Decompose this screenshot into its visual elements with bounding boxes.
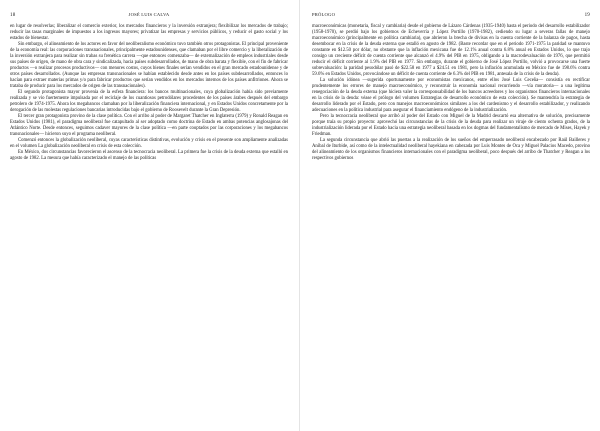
paragraph: Sin embargo, el alineamiento de los actores en favor del neoliberalismo económico tuvo también otros protagonistas. El principal proveniente de la economía real: las corporaciones transnacionales, principalmente estadounidenses, que clamaban por el libre comercio y la liberalización de la inversión extranjera para realizar sin trabas su frenética carrera —que entonces comenzaba— de externalización de empleos industriales desde sus países de origen, de mano de obra cara y sindicalizada, hacia países subdesarrollados, de mano de obra barata y flexible, con el fin de fabricar productos —o realizar procesos productivos— con menores costos, cuyos bienes finales serían vendidos en el gran mercado estadounidense y de otros países desarrollados. (Aunque las empresas transnacionales se habían establecido desde antes en los países subdesarrollados, entonces lo hacían para extraer materias primas y/o para fabricar productos que serían vendidos en los mercados internos de los países anfitriones. Ahora se trataba de producir para los mercados de origen de las transnacionales). xyxy=(10,42,288,90)
gutter-divider xyxy=(299,0,300,431)
paragraph: El segundo protagonista mayor provenía de la esfera financiera: los bancos multinacionales, cuya globalización había sido previamente realizada y se vio fuertemente impulsada por el reciclaje de los cuantiosos petrodólares procedentes de los países árabes después del embargo petrolero de 1974-1975. Ahora los megabancos clamaban por la liberalización financiera internacional, y en Estados Unidos concretamente por la derogación de las molestas regulaciones bancarias introducidas bajo el gobierno de Roosevelt durante la Gran Depresión. xyxy=(10,90,288,114)
left-running-head xyxy=(10,12,288,19)
right-body-text xyxy=(312,24,590,162)
right-page-number: 19 xyxy=(584,13,590,18)
paragraph: La segunda circunstancia que abrió las puertas a la realización de los sueños del emperrasado neoliberal encabezado por Raúl Bailleres y Aníbal de Iturbide, así como de la intelectualidad neoliberal hayekiana en cabezada por Luis Montes de Oca y Miguel Palacios Macedo, provino del alineamiento de los organismos financieros internacionales con el paradigma neoliberal, poco después del arribo de Thatcher y Reagan a los respectivos gobiernos xyxy=(312,138,590,162)
paragraph: macroeconómicas (monetaria, fiscal y cambiaria) desde el gobierno de Lázaro Cárdenas (1935-1940) hasta el periodo del desarrollo estabilizador (1958-1970), se perdió bajo los gobiernos de Echeverría y López Portillo (1970-1982), cediendo su lugar a severas fallas de manejo macroeconómico (principalmente en política cambiaria), que abrieron la brecha de divisas en la cuenta corriente de la balanza de pagos, hasta desembocar en la crisis de la deuda externa que estalló en agosto de 1982. (Baste recordar que en el periodo 1971-1975 la paridad se mantuvo constante en $12.50 por dólar, no obstante que la inflación mexicana fue de 12.1% anual contra 6.8% anual en Estados Unidos, lo que trajo consigo un creciente déficit de cuenta corriente que alcanzó el 4.9% del PIB en 1975, obligando a la macrodevaluación de 1976, que permitió reducir el déficit corriente al 1.9% del PIB en 1977. Sin embargo, durante el gobierno de José López Portillo, volvió a provocarse una fuerte sobrevaluación: la paridad pesodólar pasó de $22.58 en 1977 a $24.51 en 1981, pero la inflación acumulada en México fue de 198.6% contra 59.6% en Estados Unidos, provocándose un déficit de cuenta corriente de 6.3% del PIB en 1981, antesala de la crisis de la deuda). xyxy=(312,24,590,78)
paragraph: La solución idónea —sugerida oportunamente por economistas mexicanos, entre ellos José Luis Ceceña— consistía en rectificar prudentemente los errores de manejo macroeconómico, y reconstruir la economía nacional recurriendo —vía moratoria— a una legítima renegociación de la deuda externa (que hiciera valer la corresponsabilidad de los bancos acreedores y los organismos financieros internacionales en la crisis de la deuda: véase el prólogo del volumen Estrategias de desarrollo económico de esta colección). Se mantendría la estrategia de desarrollo liderado por el Estado, pero con manejos macroeconómicos similares a los del cardenismo y el desarrollo estabilizador, y realizando adecuaciones en la política industrial para asegurar el financiamiento endógeno de la industrialización. xyxy=(312,78,590,114)
left-page-number: 18 xyxy=(10,13,16,18)
paragraph: El tercer gran protagonista provino de la clase política. Con el arribo al poder de Margaret Thatcher en Inglaterra (1979) y Ronald Reagan en Estados Unidos (1981), el paradigma neoliberal fue catapultado al ser adoptado como doctrina de Estado en ambas potencias anglosajonas del Atlántico Norte. Desde entonces, seguimos cadaver mayores de la clase política —en parte cooptados por las corporaciones y los megabancos transnacionales— hicieron suyo el programa neoliberal. xyxy=(10,114,288,138)
left-page xyxy=(10,12,288,424)
right-page xyxy=(312,12,590,424)
paragraph: Pero la tecnocracia neoliberal que arribó al poder del Estado con Miguel de la Madrid descartó esa alternativa de solución, precisamente porque traía su propio proyecto: aprovechó las circunstancias de la crisis de la deuda para realizar un viraje de ciento ochenta grados, de la industrialización liderada por el Estado hacia una estrategia neoliberal basada en los dogmas del fundamentalismo de mercado de Mises, Hayek y Friedman. xyxy=(312,114,590,138)
paragraph: En México, dos circunstancias favorecieron el ascenso de la tecnocracia neoliberal. La primera fue la crisis de la deuda externa que estalló en agosto de 1982. La mesura que había caracterizado el manejo de las políticas xyxy=(10,150,288,162)
paragraph: en lugar de resolverlas; liberalizar el comercio exterior, los mercados financieros y la inversión extranjera; flexibilizar los mercados de trabajo; reducir las tasas marginales de impuestos a los ingresos mayores; privatizar las empresas y servicios públicos, y reducir el gasto social y los estados de bienestar. xyxy=(10,24,288,42)
paragraph: Comenzó entonces la globalización neoliberal, cuyas características distintivas, evolución y crisis en el presente son ampliamente analizadas en el volumen La globalización neoliberal en crisis de esta colección. xyxy=(10,138,288,150)
right-running-title: PRÓLOGO xyxy=(312,12,336,17)
left-running-title: JOSÉ LUIS CALVA xyxy=(128,12,170,17)
left-body-text xyxy=(10,24,288,162)
right-running-head xyxy=(312,12,590,19)
